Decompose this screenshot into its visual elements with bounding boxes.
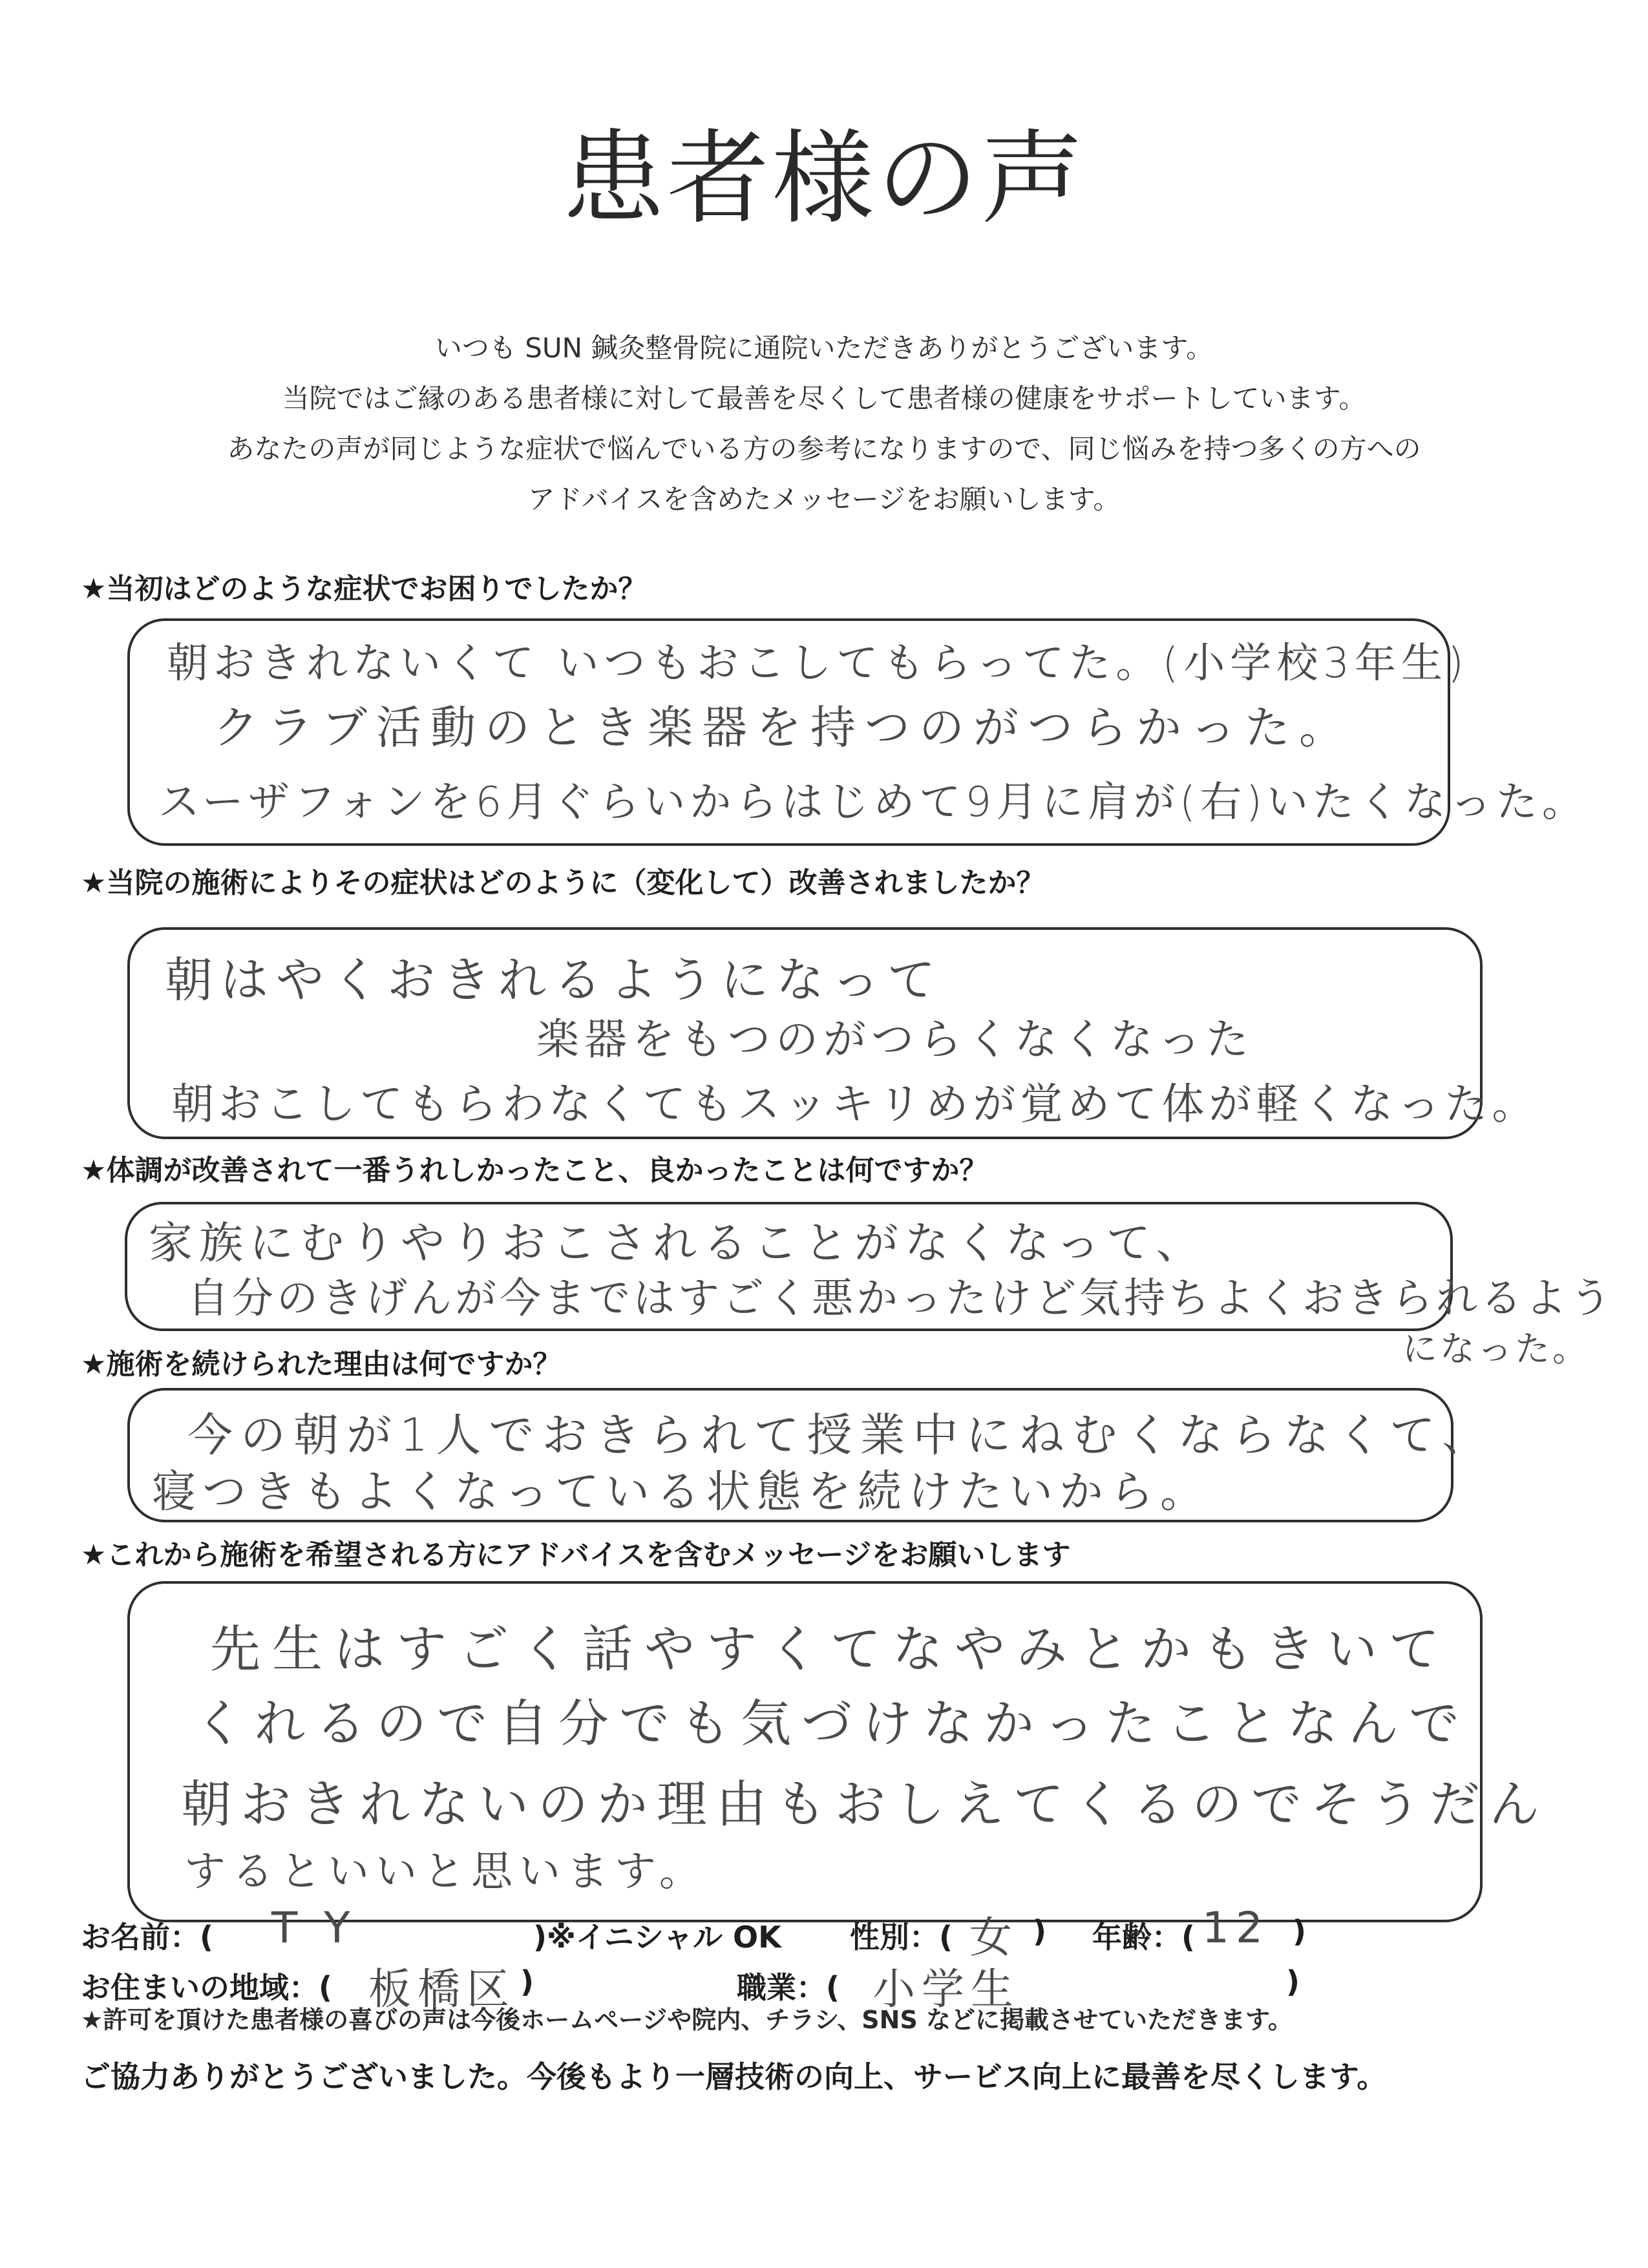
age-label: 年齢：( <box>1092 1920 1196 1955</box>
answer-1-line: クラブ活動のとき楽器を持つのがつらかった。 <box>213 701 1353 754</box>
answer-4-line: 寝つきもよくなっている状態を続けたいから。 <box>152 1467 1211 1518</box>
job-value: 小学生 <box>872 1964 1020 2014</box>
gender-close: ) <box>1033 1914 1047 1949</box>
name-label: お名前：( <box>81 1920 214 1955</box>
answer-1-line: 朝おきれないくて いつもおこしてもらってた。(小学校3年生) <box>167 640 1469 688</box>
question-2-label: ★当院の施術によりその症状はどのように（変化して）改善されましたか？ <box>81 866 1045 899</box>
intro-line: アドバイスを含めたメッセージをお願いします。 <box>527 483 1121 515</box>
page-title: 患者様の声 <box>562 120 1086 238</box>
answer-2-line: 朝はやくおきれるようになって <box>165 952 943 1008</box>
thanks-text: ご協力ありがとうございました。今後もより一層技術の向上、サービス向上に最善を尽くします。 <box>81 2059 1387 2094</box>
area-label: お住まいの地域：( <box>81 1970 333 2005</box>
answer-3-line: 自分のきげんが今まではすごく悪かったけど気持ちよくおきられるよう <box>187 1275 1614 1323</box>
age-close: ) <box>1293 1914 1307 1949</box>
publish-note: ★許可を頂けた患者様の喜びの声は今後ホームページや院内、チラシ、SNS などに掲載させていただきます。 <box>81 2006 1293 2034</box>
question-5-label: ★これから施術を希望される方にアドバイスを含むメッセージをお願いします <box>81 1538 1071 1571</box>
name-suffix: )※イニシャル OK <box>533 1920 781 1955</box>
gender-label: 性別：( <box>850 1920 953 1955</box>
question-3-label: ★体調が改善されて一番うれしかったこと、良かったことは何ですか？ <box>81 1154 988 1187</box>
question-4-label: ★施術を続けられた理由は何ですか？ <box>81 1348 562 1381</box>
area-value: 板橋区 <box>368 1964 516 2014</box>
intro-line: 当院ではご縁のある患者様に対して最善を尽くして患者様の健康をサポートしています。 <box>282 383 1366 414</box>
answer-2-line: 朝おこしてもらわなくてもスッキリめが覚めて体が軽くなった。 <box>171 1079 1539 1129</box>
answer-4-line: 今の朝が1人でおきられて授業中にねむくならなくて、 <box>187 1409 1495 1462</box>
answer-5-line: 朝おきれないのか理由もおしえてくるのでそうだん <box>181 1776 1549 1834</box>
answer-3-line: になった。 <box>1402 1328 1590 1369</box>
name-value: T Y <box>271 1903 357 1953</box>
intro-line: いつも SUN 鍼灸整骨院に通院いただきありがとうございます。 <box>434 332 1214 364</box>
answer-3-line: 家族にむりやりおこされることがなくなって、 <box>149 1218 1207 1269</box>
area-close: ) <box>520 1964 534 1999</box>
answer-2-line: 楽器をもつのがつらくなくなった <box>536 1014 1254 1064</box>
answer-5-line: 先生はすごく話やすくてなやみとかもきいて <box>210 1621 1452 1679</box>
question-1-label: ★当初はどのような症状でお困りでしたか？ <box>81 572 647 605</box>
age-value: 12 <box>1202 1903 1269 1953</box>
intro-line: あなたの声が同じような症状で悩んでいる方の参考になりますので、同じ悩みを持つ多くの方への <box>227 433 1421 465</box>
answer-5-line: するといいと思います。 <box>184 1848 707 1896</box>
intro-text <box>0 323 1648 525</box>
job-label: 職業：( <box>737 1970 840 2005</box>
answer-5-line: くれるので自分でも気づけなかったことなんで <box>194 1695 1470 1753</box>
job-close: ) <box>1286 1964 1300 1999</box>
answer-1-line: スーザフォンを6月ぐらいからはじめて9月に肩が(右)いたくなった。 <box>158 779 1588 826</box>
gender-value: 女 <box>969 1913 1019 1962</box>
